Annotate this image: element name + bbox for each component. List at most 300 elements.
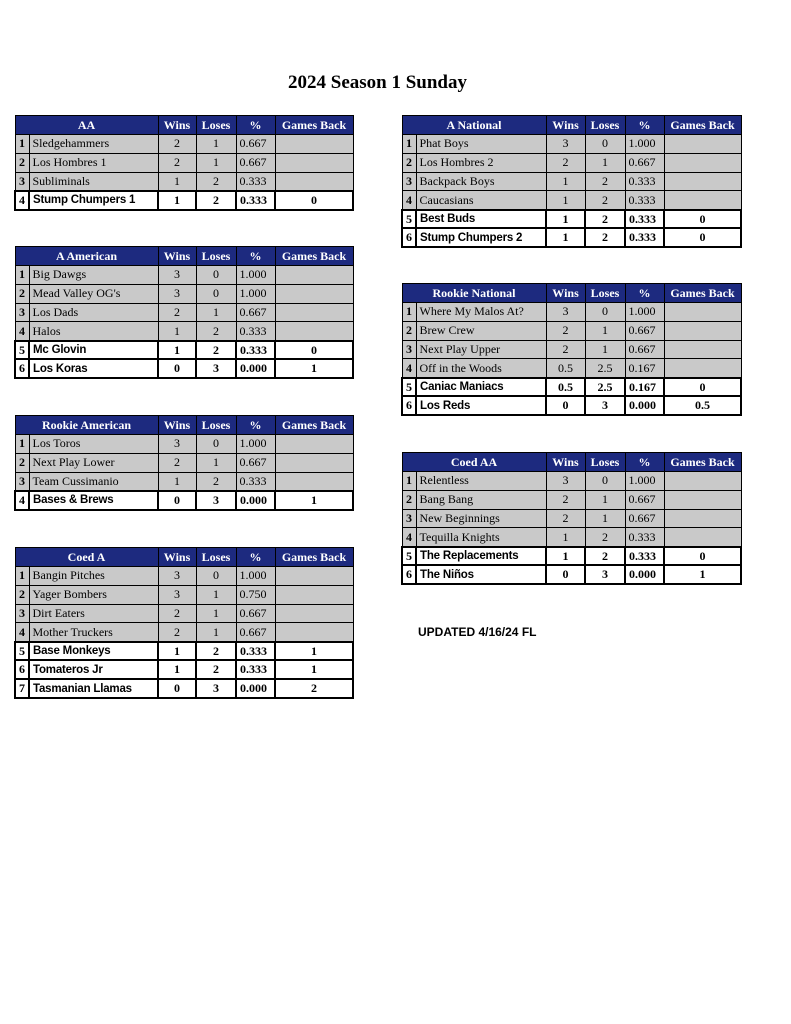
pct-cell: 1.000 [236,284,275,303]
table-row [402,303,741,322]
rank-cell: 4 [15,623,29,642]
loses-cell: 2 [585,228,625,247]
loses-cell: 3 [585,396,625,415]
games-back-cell [275,435,353,454]
pct-cell: 0.000 [236,359,275,378]
wins-cell: 2 [546,340,585,359]
team-name: Halos [29,322,158,341]
loses-cell: 2 [196,322,236,341]
games-back-cell [275,604,353,623]
wins-cell: 1 [546,172,585,191]
rank-cell: 5 [15,642,29,661]
loses-cell: 1 [585,340,625,359]
pct-header: % [625,453,664,472]
pct-cell: 1.000 [625,135,664,154]
games-back-cell: 0 [275,341,353,360]
loses-cell: 1 [585,153,625,172]
games-back-cell: 0 [664,547,741,566]
rank-cell: 3 [402,509,416,528]
rank-cell: 5 [402,547,416,566]
team-name: Team Cussimanio [29,472,158,491]
rank-cell: 1 [402,303,416,322]
games-back-cell [275,153,353,172]
loses-cell: 2.5 [585,359,625,378]
wins-cell: 3 [158,435,196,454]
rank-cell: 2 [15,453,29,472]
games-back-cell [664,528,741,547]
loses-cell: 1 [196,585,236,604]
team-name: Mead Valley OG's [29,284,158,303]
loses-cell: 1 [196,303,236,322]
loses-cell: 3 [196,679,236,698]
loses-cell: 2 [585,547,625,566]
pct-cell: 0.667 [625,321,664,340]
pct-cell: 0.667 [625,509,664,528]
wins-cell: 1 [158,172,196,191]
games-back-header: Games Back [275,416,353,435]
team-name: Tasmanian Llamas [29,679,158,698]
loses-cell: 0 [196,266,236,285]
loses-header: Loses [585,284,625,303]
table-row [402,359,741,378]
wins-header: Wins [546,284,585,303]
loses-cell: 2 [585,191,625,210]
loses-cell: 0 [585,135,625,154]
games-back-cell: 1 [275,660,353,679]
games-back-cell: 1 [275,359,353,378]
pct-cell: 0.667 [236,153,275,172]
loses-cell: 2 [196,172,236,191]
team-name: Tequilla Knights [416,528,546,547]
rank-cell: 3 [402,340,416,359]
table-row [15,679,353,698]
wins-cell: 1 [158,472,196,491]
pct-cell: 0.667 [625,153,664,172]
loses-cell: 3 [196,359,236,378]
games-back-cell [275,453,353,472]
wins-cell: 0 [158,491,196,510]
wins-cell: 3 [546,135,585,154]
pct-cell: 0.667 [236,604,275,623]
loses-header: Loses [196,416,236,435]
games-back-cell: 2 [275,679,353,698]
division-name: Coed A [15,548,158,567]
pct-cell: 0.667 [625,340,664,359]
games-back-cell [664,359,741,378]
wins-cell: 0.5 [546,378,585,397]
team-name: Stump Chumpers 1 [29,191,158,210]
wins-cell: 2 [158,623,196,642]
rank-cell: 4 [402,359,416,378]
rank-cell: 6 [402,228,416,247]
table-row [402,378,741,397]
pct-cell: 0.000 [236,679,275,698]
games-back-cell [275,623,353,642]
loses-cell: 0 [585,472,625,491]
pct-cell: 1.000 [625,472,664,491]
loses-cell: 1 [585,490,625,509]
loses-header: Loses [585,116,625,135]
table-row [15,604,353,623]
table-row [402,172,741,191]
team-name: Los Koras [29,359,158,378]
pct-cell: 0.667 [236,623,275,642]
table-row [402,191,741,210]
games-back-cell [275,284,353,303]
rank-cell: 5 [402,210,416,229]
games-back-header: Games Back [275,116,353,135]
games-back-cell [664,153,741,172]
table-row [402,321,741,340]
games-back-cell [664,340,741,359]
pct-cell: 0.667 [236,453,275,472]
team-name: Base Monkeys [29,642,158,661]
games-back-cell: 0 [664,378,741,397]
rank-cell: 4 [15,322,29,341]
team-name: Off in the Woods [416,359,546,378]
loses-cell: 2 [196,642,236,661]
pct-cell: 0.333 [625,228,664,247]
table-row [402,565,741,584]
team-name: Next Play Lower [29,453,158,472]
wins-cell: 3 [158,284,196,303]
loses-cell: 3 [196,491,236,510]
standings-table-coed-a [14,547,354,699]
team-name: Brew Crew [416,321,546,340]
pct-cell: 0.333 [625,191,664,210]
games-back-cell [275,266,353,285]
wins-header: Wins [158,416,196,435]
games-back-cell [275,585,353,604]
wins-cell: 1 [158,322,196,341]
games-back-cell: 0 [664,228,741,247]
standings-table-a-american [14,246,354,379]
rank-cell: 3 [15,303,29,322]
pct-header: % [236,116,275,135]
wins-cell: 2 [546,321,585,340]
wins-cell: 1 [546,191,585,210]
table-row [15,266,353,285]
table-row [402,472,741,491]
table-row [402,340,741,359]
rank-cell: 3 [15,172,29,191]
pct-cell: 0.667 [625,490,664,509]
wins-cell: 1 [546,547,585,566]
table-row [15,491,353,510]
table-row [402,528,741,547]
team-name: Subliminals [29,172,158,191]
loses-cell: 0 [196,567,236,586]
wins-cell: 3 [158,567,196,586]
table-row [15,453,353,472]
games-back-cell [275,567,353,586]
rank-cell: 1 [15,266,29,285]
pct-cell: 0.333 [236,660,275,679]
games-back-cell: 0 [275,191,353,210]
loses-header: Loses [196,548,236,567]
loses-header: Loses [196,116,236,135]
rank-cell: 6 [402,565,416,584]
wins-cell: 1 [158,191,196,210]
loses-cell: 2 [196,472,236,491]
table-row [402,396,741,415]
team-name: Caniac Maniacs [416,378,546,397]
games-back-cell: 0 [664,210,741,229]
page-title: 2024 Season 1 Sunday [288,72,467,93]
wins-cell: 0 [546,396,585,415]
wins-cell: 1 [158,341,196,360]
loses-header: Loses [585,453,625,472]
standings-table-rookie-national [401,283,742,416]
rank-cell: 2 [402,321,416,340]
wins-header: Wins [546,453,585,472]
team-name: Los Dads [29,303,158,322]
team-name: New Beginnings [416,509,546,528]
standings-table-rookie-american [14,415,354,511]
team-name: Bangin Pitches [29,567,158,586]
team-name: Best Buds [416,210,546,229]
rank-cell: 4 [402,191,416,210]
wins-cell: 2 [158,453,196,472]
table-row [15,172,353,191]
updated-note: UPDATED 4/16/24 FL [418,625,537,639]
rank-cell: 2 [15,585,29,604]
division-name: A American [15,247,158,266]
pct-cell: 1.000 [236,266,275,285]
games-back-cell [664,135,741,154]
games-back-cell [275,303,353,322]
team-name: Next Play Upper [416,340,546,359]
table-row [402,210,741,229]
team-name: Yager Bombers [29,585,158,604]
team-name: Backpack Boys [416,172,546,191]
table-row [15,153,353,172]
wins-cell: 3 [546,303,585,322]
wins-cell: 2 [546,509,585,528]
table-row [402,509,741,528]
loses-cell: 2.5 [585,378,625,397]
table-row [15,585,353,604]
wins-cell: 1 [158,660,196,679]
team-name: The Niños [416,565,546,584]
header-row [15,416,353,435]
wins-cell: 1 [158,642,196,661]
team-name: Los Hombres 2 [416,153,546,172]
loses-cell: 1 [196,153,236,172]
header-row [15,247,353,266]
wins-cell: 0 [546,565,585,584]
loses-cell: 0 [585,303,625,322]
table-row [15,642,353,661]
games-back-header: Games Back [275,247,353,266]
team-name: Bases & Brews [29,491,158,510]
loses-cell: 1 [585,321,625,340]
games-back-cell [664,509,741,528]
games-back-header: Games Back [664,116,741,135]
wins-cell: 2 [158,303,196,322]
table-row [15,341,353,360]
pct-cell: 0.333 [625,172,664,191]
pct-header: % [625,116,664,135]
division-name: Rookie American [15,416,158,435]
wins-cell: 2 [546,490,585,509]
pct-cell: 1.000 [236,567,275,586]
pct-header: % [236,247,275,266]
header-row [15,548,353,567]
wins-cell: 2 [158,604,196,623]
pct-cell: 0.333 [236,472,275,491]
wins-cell: 3 [158,585,196,604]
pct-cell: 0.667 [236,135,275,154]
wins-cell: 1 [546,228,585,247]
games-back-cell: 0.5 [664,396,741,415]
team-name: Where My Malos At? [416,303,546,322]
standings-table-coed-aa [401,452,742,585]
table-row [402,135,741,154]
wins-header: Wins [158,548,196,567]
table-row [15,472,353,491]
pct-cell: 0.333 [625,547,664,566]
rank-cell: 4 [15,191,29,210]
rank-cell: 1 [15,135,29,154]
wins-cell: 1 [546,528,585,547]
table-row [402,228,741,247]
table-row [15,660,353,679]
rank-cell: 2 [402,153,416,172]
table-row [402,153,741,172]
rank-cell: 7 [15,679,29,698]
pct-cell: 0.333 [236,191,275,210]
wins-cell: 2 [158,135,196,154]
loses-cell: 3 [585,565,625,584]
table-row [15,135,353,154]
pct-cell: 0.333 [236,642,275,661]
pct-cell: 0.000 [625,565,664,584]
games-back-cell: 1 [275,642,353,661]
rank-cell: 6 [15,359,29,378]
table-row [15,303,353,322]
loses-cell: 2 [585,528,625,547]
table-row [402,490,741,509]
loses-cell: 2 [585,172,625,191]
loses-cell: 0 [196,284,236,303]
rank-cell: 4 [15,491,29,510]
games-back-cell [664,321,741,340]
division-name: AA [15,116,158,135]
table-row [15,567,353,586]
wins-cell: 1 [546,210,585,229]
wins-cell: 0 [158,359,196,378]
games-back-cell [664,172,741,191]
wins-cell: 3 [546,472,585,491]
header-row [402,453,741,472]
team-name: Mother Truckers [29,623,158,642]
loses-cell: 2 [196,191,236,210]
pct-cell: 0.750 [236,585,275,604]
pct-header: % [625,284,664,303]
games-back-cell [275,172,353,191]
pct-cell: 1.000 [236,435,275,454]
pct-cell: 0.000 [625,396,664,415]
header-row [15,116,353,135]
pct-cell: 0.333 [625,528,664,547]
pct-cell: 0.333 [236,172,275,191]
games-back-cell [275,472,353,491]
rank-cell: 2 [402,490,416,509]
rank-cell: 3 [15,472,29,491]
rank-cell: 6 [402,396,416,415]
rank-cell: 1 [15,567,29,586]
team-name: Mc Glovin [29,341,158,360]
games-back-cell [275,135,353,154]
team-name: Bang Bang [416,490,546,509]
rank-cell: 5 [402,378,416,397]
team-name: Caucasians [416,191,546,210]
games-back-header: Games Back [664,453,741,472]
games-back-cell [664,490,741,509]
pct-header: % [236,416,275,435]
loses-cell: 2 [196,660,236,679]
team-name: Los Hombres 1 [29,153,158,172]
rank-cell: 5 [15,341,29,360]
rank-cell: 6 [15,660,29,679]
wins-cell: 2 [546,153,585,172]
table-row [402,547,741,566]
wins-header: Wins [158,247,196,266]
games-back-cell [664,191,741,210]
loses-cell: 1 [196,453,236,472]
wins-cell: 0 [158,679,196,698]
rank-cell: 1 [402,472,416,491]
pct-cell: 0.167 [625,378,664,397]
loses-cell: 2 [196,341,236,360]
rank-cell: 2 [15,284,29,303]
team-name: Los Reds [416,396,546,415]
team-name: Tomateros Jr [29,660,158,679]
team-name: Sledgehammers [29,135,158,154]
header-row [402,284,741,303]
team-name: Big Dawgs [29,266,158,285]
team-name: Phat Boys [416,135,546,154]
loses-cell: 2 [585,210,625,229]
team-name: The Replacements [416,547,546,566]
wins-cell: 3 [158,266,196,285]
header-row [402,116,741,135]
team-name: Stump Chumpers 2 [416,228,546,247]
division-name: A National [402,116,546,135]
wins-cell: 0.5 [546,359,585,378]
table-row [15,623,353,642]
rank-cell: 4 [402,528,416,547]
table-row [15,435,353,454]
table-row [15,191,353,210]
wins-cell: 2 [158,153,196,172]
standings-table-aa [14,115,354,211]
rank-cell: 3 [15,604,29,623]
pct-cell: 0.333 [236,341,275,360]
team-name: Los Toros [29,435,158,454]
team-name: Dirt Eaters [29,604,158,623]
loses-cell: 0 [196,435,236,454]
games-back-header: Games Back [664,284,741,303]
table-row [15,359,353,378]
table-row [15,322,353,341]
table-row [15,284,353,303]
rank-cell: 1 [402,135,416,154]
games-back-cell: 1 [275,491,353,510]
games-back-cell: 1 [664,565,741,584]
loses-header: Loses [196,247,236,266]
